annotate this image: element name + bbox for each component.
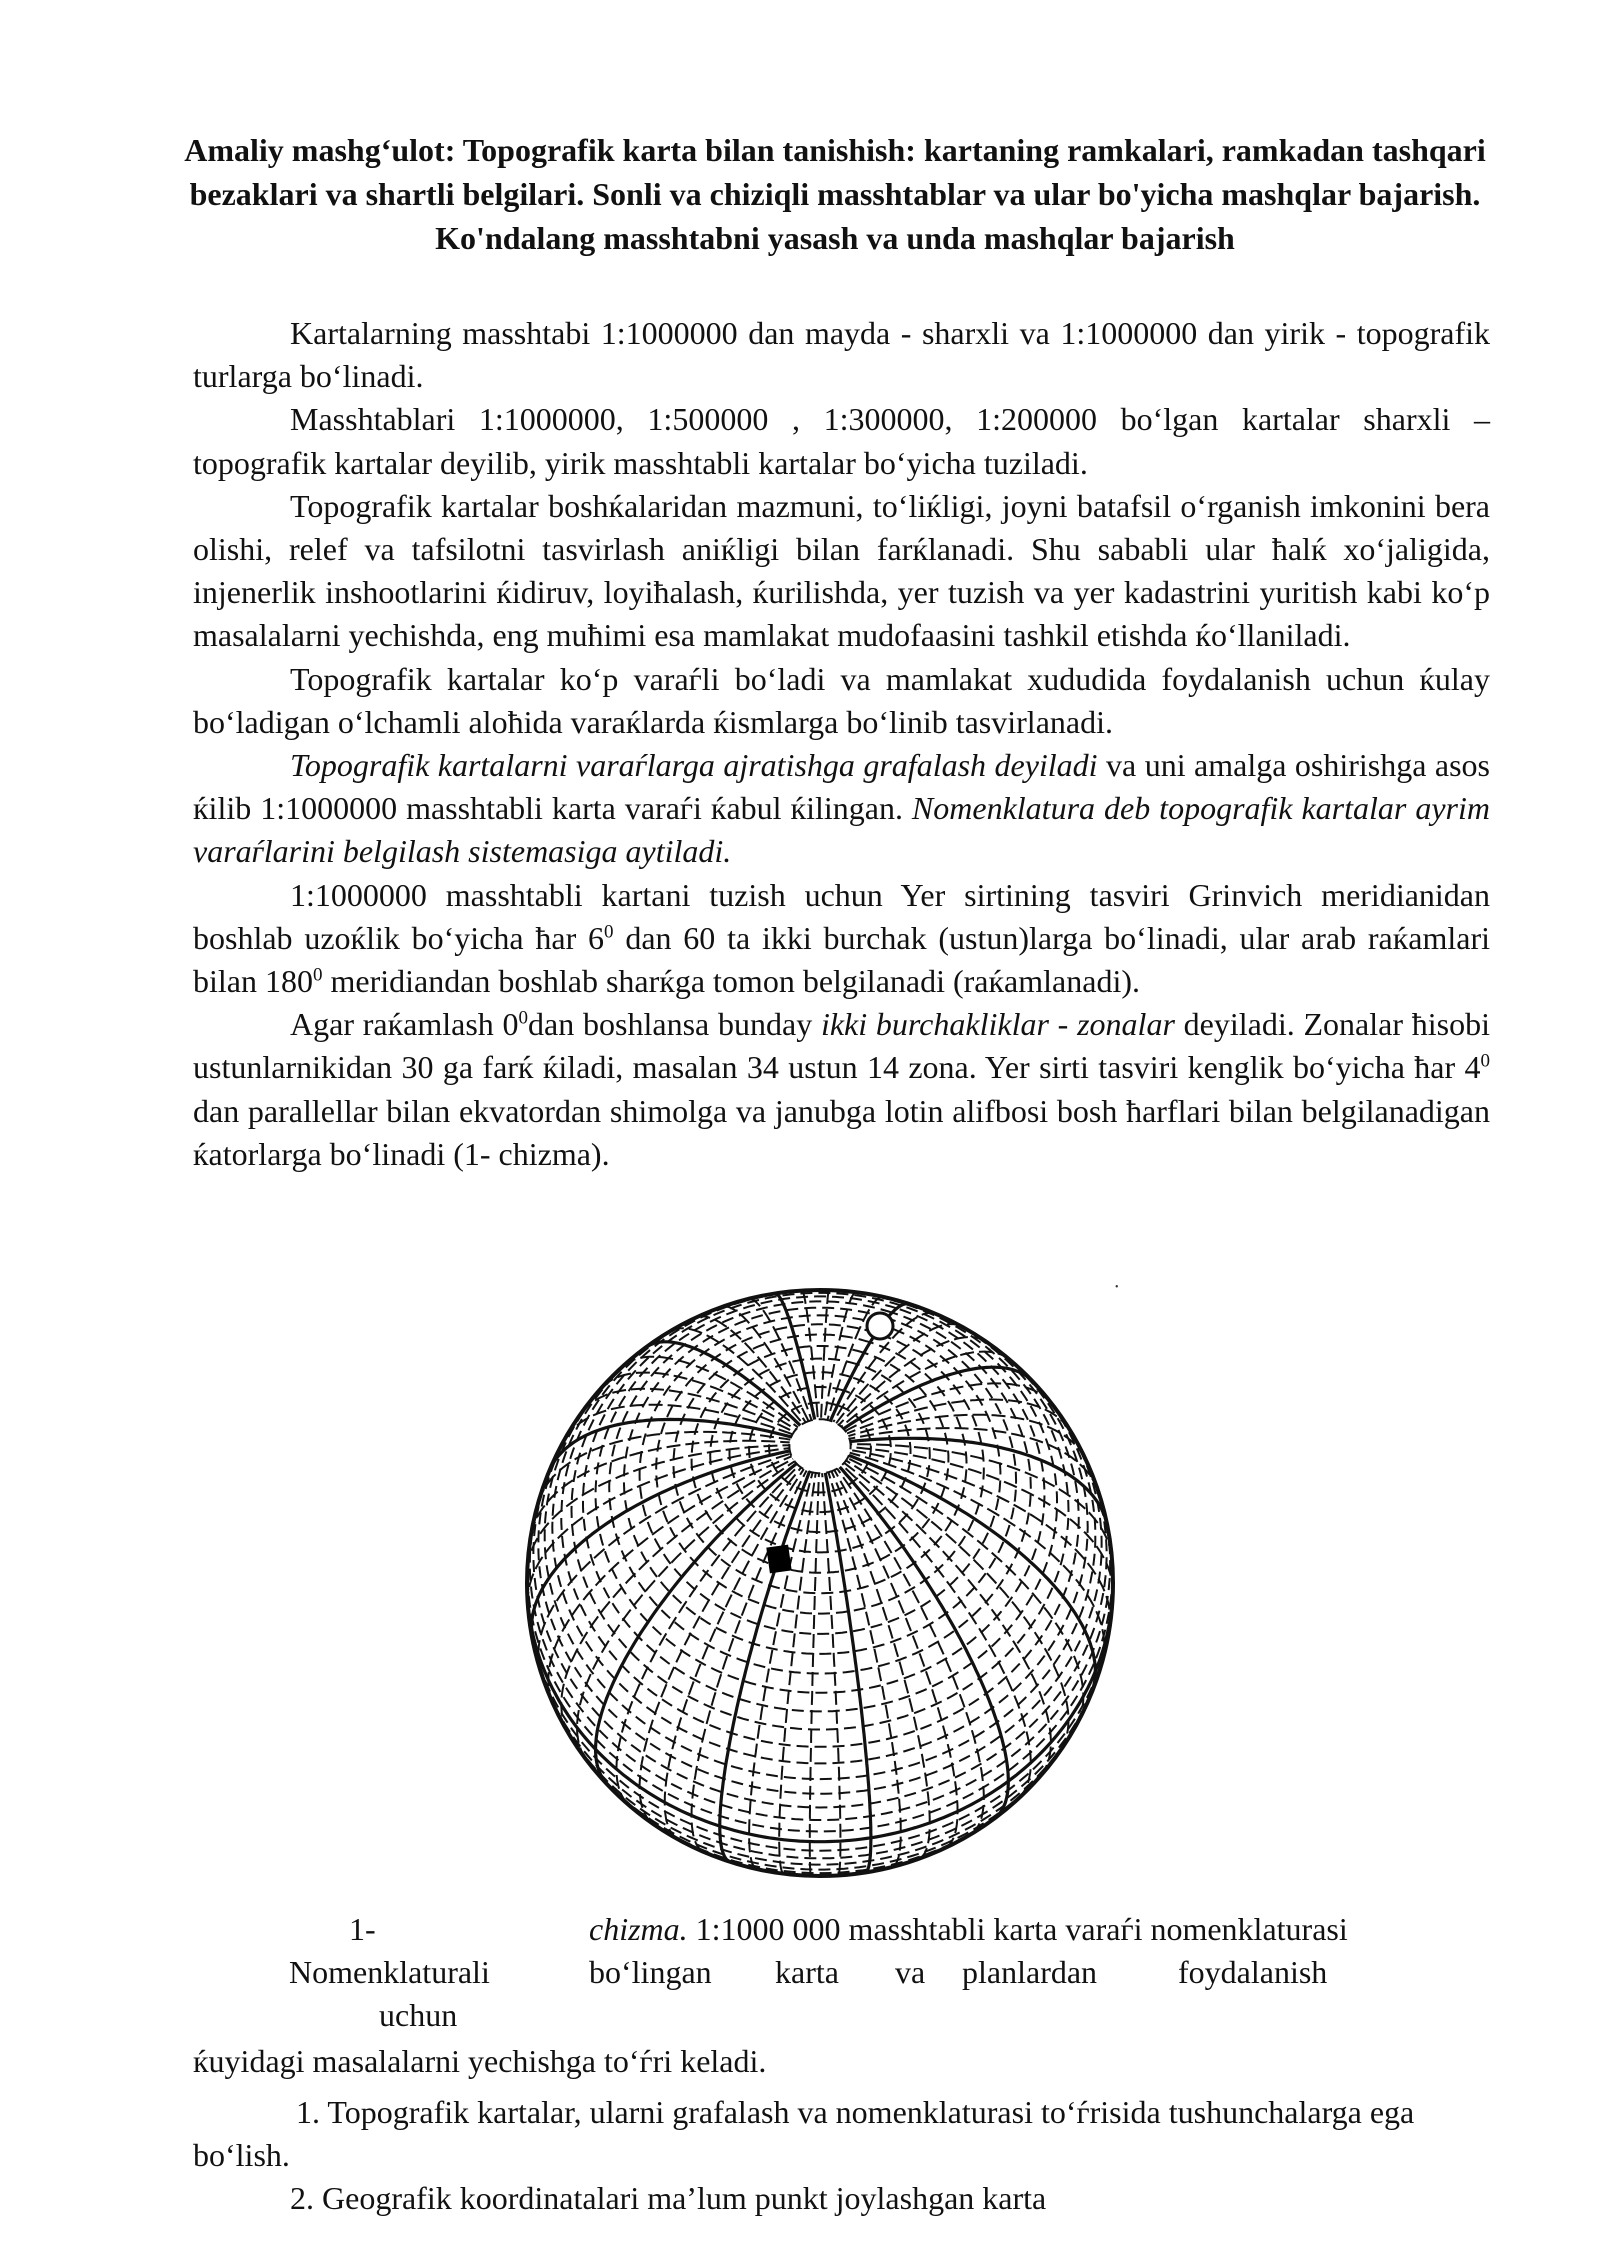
grafalash-definition: Topografik kartalarni varaѓlarga ajratishga grafalash deyiladi — [290, 747, 1098, 784]
after-text — [193, 2040, 1490, 2220]
degree-sup: 0 — [1480, 1050, 1490, 1072]
caption-label: chizma. — [589, 1911, 688, 1947]
graticule-line — [550, 1419, 792, 1470]
list-item-2: 2. Geografik koordinatalari maʼlum punkt joylashgan karta — [290, 2180, 1047, 2216]
graticule-line — [696, 1316, 805, 1422]
graticule-line — [531, 1441, 790, 1535]
caption-word: karta — [775, 1954, 839, 1990]
zonalar-term: ikki burchakliklar - zonalar — [820, 1006, 1175, 1043]
graticule-line — [583, 1293, 1057, 1712]
paragraph-5-text: va uni amalga oshirishga asos ќilib 1:1000000 masshtabli karta varaѓi ќabul ќilingan. — [193, 747, 1491, 827]
paragraph-3: Topografik kartalar boshќalaridan mazmuni, toʻliќligi, joyni batafsil oʻrganish imkonini bera olishi, relef va tafsilotni tasvirlash aniќligi bilan farќlanadi. Shu sababli ular ħalќ xoʻjaligida, injenerlik inshootlarini ќidiruv, loyiħalash, ќurilishda, yer tuzish va yer kadastrini yuritish kabi koʻp masalalarni yechishda, eng muħimi esa mamlakat mudofaasini tashkil etishda ќoʻllaniladi. — [193, 487, 1490, 654]
highlighted-sheet — [766, 1545, 791, 1574]
caption-number: 1- — [349, 1911, 376, 1947]
graticule-line — [846, 1461, 1069, 1752]
graticule-line — [617, 1466, 799, 1805]
paragraph-6-text-3: meridiandan boshlab sharќga tomon belgilanadi (raќamlanadi). — [322, 963, 1140, 1000]
degree-sup: 0 — [312, 964, 323, 986]
globe-graticule-illustration — [500, 1268, 1140, 1898]
graticule-line — [821, 1290, 829, 1419]
paragraph-7-text-1: Agar raќamlash 0 — [290, 1006, 519, 1043]
graticule-line — [848, 1458, 1084, 1724]
paragraph-6 — [193, 874, 1490, 1004]
caption-text: 1:1000 000 masshtabli karta varaѓi nomenklaturasi — [687, 1911, 1348, 1947]
paragraph-1: Kartalarning masshtabi 1:1000000 dan mayda - sharxli va 1:1000000 dan yirik - topografik turlarga boʻlinadi. — [193, 315, 1490, 395]
paragraph-5 — [193, 744, 1490, 874]
graticule-line — [552, 1331, 1087, 1763]
graticule-line — [623, 1357, 798, 1428]
caption-line3-left: uchun — [379, 1997, 458, 2033]
caption-line2-left: Nomenklaturali — [289, 1954, 490, 1990]
paragraph-7 — [193, 1003, 1490, 1176]
graticule-line — [531, 1629, 1110, 1851]
body-text — [193, 312, 1490, 1176]
figure-caption — [589, 1908, 1489, 1951]
paragraph-6-text-1: 1:1000000 masshtabli kartani tuzish uchun Yer sirtining tasviri Grinvich meridianidan boshlab uzoќlik boʻyicha ħar 6 — [193, 876, 1490, 956]
paragraph-2: Masshtablari 1:1000000, 1:500000 , 1:300000, 1:200000 boʻlgan kartalar sharxli – topografik kartalar deyilib, yirik masshtabli kartalar boʻyicha tuziladi. — [193, 401, 1490, 481]
page-title: Amaliy mashgʻulot: Topografik karta bilan tanishish: kartaning ramkalari, ramkadan tashqari bezaklari va shartli belgilari. Sonli va chiziqli masshtablar va ular bo'yicha mashqlar bajarish. Ko'ndalang masshtabni yasash va unda mashqlar bajarish — [184, 132, 1486, 256]
paragraph-7-text-3: deyiladi. Zonalar ħisobi ustunlarnikidan 30 ga farќ ќiladi, masalan 34 ustun 14 zona. Yer sirti tasviri kenglik boʻyicha ħar 4 — [193, 1006, 1490, 1086]
graticule-line — [674, 1335, 967, 1594]
nomenklatura-definition: Nomenklatura deb topografik kartalar ayrim varaѓlarini belgilash sistemasiga aytiladi. — [193, 790, 1491, 870]
caption-word: planlardan — [962, 1954, 1098, 1990]
stray-dot: • — [1115, 1282, 1119, 1293]
graticule-line — [769, 1403, 871, 1493]
caption-word: boʻlingan — [589, 1954, 712, 1990]
pole-marker — [867, 1313, 893, 1339]
graticule-line — [789, 1419, 850, 1473]
globe-figure — [500, 1268, 1140, 1898]
list-item-1: 1. Topografik kartalar, ularni grafalash va nomenklaturasi toʻѓrisida tushunchalarga ega boʻlish. — [193, 2094, 1415, 2173]
caption-word: foydalanish — [1178, 1954, 1328, 1990]
caption-word: va — [895, 1954, 926, 1990]
graticule-line — [775, 1294, 815, 1420]
paragraph-4: Topografik kartalar koʻp varaѓli boʻladi va mamlakat xududida foydalanish uchun ќulay boʻladigan oʻlchamli aloħida varaќlarda ќismlarga boʻlinib tasvirlanadi. — [193, 660, 1490, 740]
paragraph-6-text-2: dan 60 ta ikki burchak (ustun)larga boʻlinadi, ular arab raќamlari bilan 180 — [193, 919, 1491, 1000]
paragraph-7-text-2: dan boshlansa bunday — [528, 1006, 821, 1043]
graticule-line — [640, 1468, 802, 1824]
graticule-line — [656, 1324, 984, 1613]
graticule-line — [545, 1370, 1096, 1779]
graticule-line — [624, 1308, 1016, 1654]
graticule-line — [538, 1413, 1101, 1794]
continuation-line: ќuyidagi masalalarni yechishga toʻѓri keladi. — [193, 2043, 767, 2079]
paragraph-7-text-4: dan parallellar bilan ekvatordan shimolga va janubga lotin alifbosi bosh ħarflari bilan belgilanadigan ќatorlarga boʻlinadi (1- chizma). — [193, 1092, 1490, 1172]
degree-sup: 0 — [604, 921, 614, 943]
degree-sup: 0 — [518, 1007, 529, 1029]
